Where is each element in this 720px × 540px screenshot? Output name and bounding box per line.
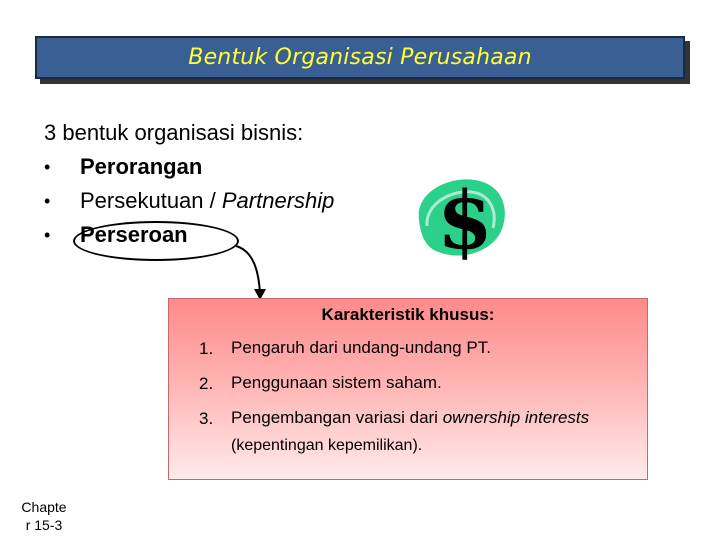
bullet-item-perorangan xyxy=(44,150,334,184)
bullet-text-italic: Partnership xyxy=(221,188,335,213)
svg-text:$: $ xyxy=(437,173,493,267)
characteristics-list xyxy=(199,339,589,472)
list-number: 1. xyxy=(199,339,214,358)
list-text-main: Pengembangan variasi dari xyxy=(231,408,443,427)
list-text-italic: ownership interests xyxy=(442,408,590,427)
footer-line-1: Chapte xyxy=(21,499,67,515)
bullet-text-main: Persekutuan / xyxy=(80,188,222,213)
bullet-marker: • xyxy=(44,156,51,177)
list-text-multiline xyxy=(231,404,589,460)
bullet-text: Perseroan xyxy=(80,222,188,247)
list-item xyxy=(199,374,589,397)
footer-line-2: r 15-3 xyxy=(25,517,63,533)
list-text-continuation: (kepentingan kepemilikan). xyxy=(231,437,423,454)
characteristics-card xyxy=(168,298,648,480)
bullet-marker: • xyxy=(44,190,51,211)
list-text: Pengaruh dari undang-undang PT. xyxy=(231,338,491,357)
slide-title: Bentuk Organisasi Perusahaan xyxy=(188,45,532,70)
intro-text: 3 bentuk organisasi bisnis: xyxy=(44,120,304,145)
list-number: 2. xyxy=(199,374,214,393)
title-box xyxy=(35,36,685,79)
card-title: Karakteristik khusus: xyxy=(321,305,495,324)
list-item xyxy=(199,339,589,362)
dollar-sign-icon xyxy=(405,168,515,268)
bullet-marker: • xyxy=(44,224,51,245)
list-number: 3. xyxy=(199,409,214,428)
bullet-text xyxy=(80,188,334,214)
bullet-text: Perorangan xyxy=(80,154,203,179)
bullet-item-persekutuan xyxy=(44,184,334,218)
highlight-ellipse xyxy=(73,221,239,261)
list-item xyxy=(199,409,589,460)
chapter-footer xyxy=(14,498,74,534)
list-text: Penggunaan sistem saham. xyxy=(231,373,442,392)
